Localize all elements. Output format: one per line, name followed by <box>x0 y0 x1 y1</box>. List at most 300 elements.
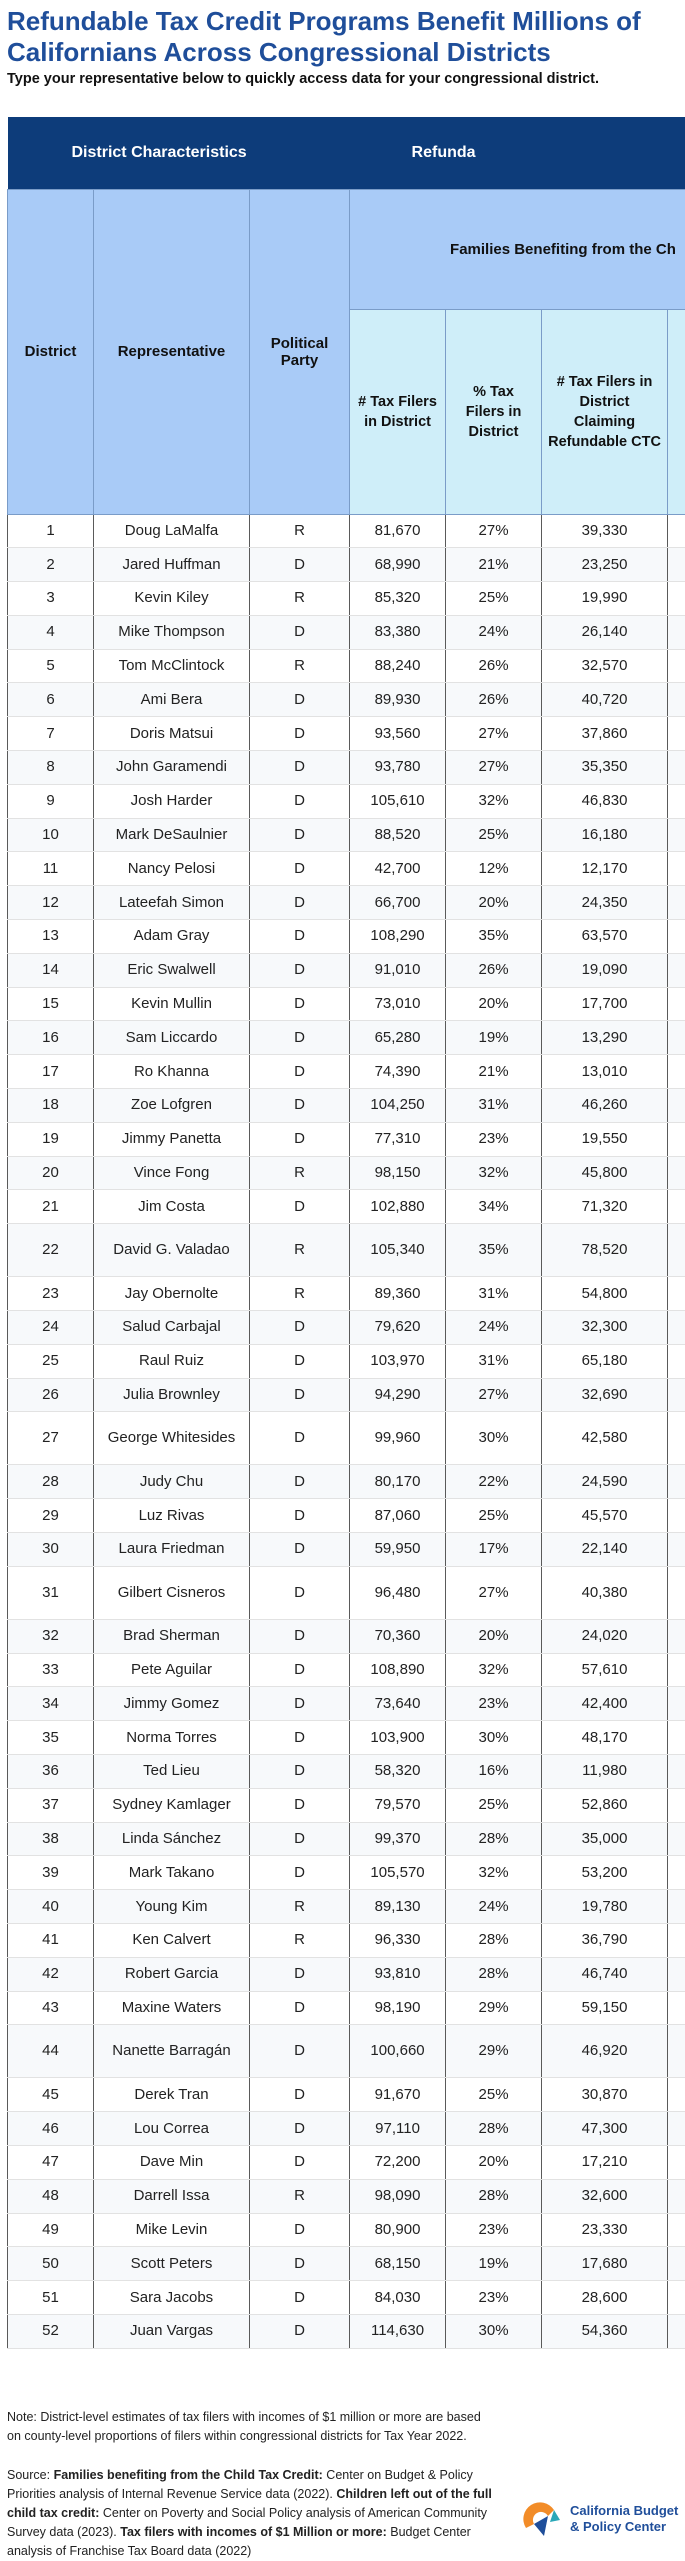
table-row <box>8 1890 685 1924</box>
cell-refundable-ctc: 53,200 <box>542 1856 668 1890</box>
cell-representative: Ken Calvert <box>94 1923 250 1957</box>
cell-cutoff <box>668 1755 685 1789</box>
cell-party: D <box>250 1721 350 1755</box>
cell-cutoff <box>668 1122 685 1156</box>
cell-tax-filers: 70,360 <box>350 1619 446 1653</box>
cell-refundable-ctc: 65,180 <box>542 1344 668 1378</box>
cell-district: 21 <box>8 1190 94 1224</box>
cell-refundable-ctc: 32,300 <box>542 1311 668 1345</box>
cell-party: D <box>250 1122 350 1156</box>
cell-representative: Josh Harder <box>94 784 250 818</box>
cell-tax-filers: 103,900 <box>350 1721 446 1755</box>
cell-tax-filers: 87,060 <box>350 1499 446 1533</box>
table-row <box>8 2145 685 2179</box>
cell-party: D <box>250 1378 350 1412</box>
cell-party: R <box>250 582 350 616</box>
cell-pct-tax-filers: 29% <box>446 2025 542 2078</box>
cell-refundable-ctc: 42,580 <box>542 1412 668 1465</box>
cell-cutoff <box>668 784 685 818</box>
district-table-container[interactable] <box>7 117 685 2380</box>
cell-party: D <box>250 717 350 751</box>
cell-tax-filers: 68,990 <box>350 548 446 582</box>
cell-tax-filers: 91,010 <box>350 953 446 987</box>
cell-tax-filers: 83,380 <box>350 615 446 649</box>
cell-representative: Tom McClintock <box>94 649 250 683</box>
table-row <box>8 2247 685 2281</box>
cell-tax-filers: 74,390 <box>350 1055 446 1089</box>
table-row <box>8 1687 685 1721</box>
cell-party: D <box>250 2213 350 2247</box>
cell-pct-tax-filers: 24% <box>446 615 542 649</box>
table-row <box>8 2112 685 2146</box>
page-title: Refundable Tax Credit Programs Benefit Millions of Californians Across Congressional Districts <box>7 6 677 68</box>
cell-cutoff <box>668 1533 685 1567</box>
cell-tax-filers: 88,240 <box>350 649 446 683</box>
cell-district: 33 <box>8 1653 94 1687</box>
cell-party: D <box>250 2247 350 2281</box>
cell-representative: Sydney Kamlager <box>94 1788 250 1822</box>
table-row <box>8 1089 685 1123</box>
table-row <box>8 1465 685 1499</box>
cell-pct-tax-filers: 16% <box>446 1755 542 1789</box>
cell-pct-tax-filers: 32% <box>446 1156 542 1190</box>
cell-cutoff <box>668 953 685 987</box>
cell-pct-tax-filers: 31% <box>446 1089 542 1123</box>
table-row <box>8 1224 685 1277</box>
cell-cutoff <box>668 1788 685 1822</box>
cell-party: D <box>250 2145 350 2179</box>
header-families-benefiting: Families Benefiting from the Ch <box>350 189 685 309</box>
table-row <box>8 649 685 683</box>
table-row <box>8 987 685 1021</box>
cell-district: 5 <box>8 649 94 683</box>
cell-cutoff <box>668 615 685 649</box>
cell-representative: Laura Friedman <box>94 1533 250 1567</box>
cell-cutoff <box>668 1156 685 1190</box>
cell-refundable-ctc: 35,000 <box>542 1822 668 1856</box>
table-row <box>8 1378 685 1412</box>
cell-tax-filers: 98,190 <box>350 1991 446 2025</box>
cell-refundable-ctc: 39,330 <box>542 514 668 548</box>
table-row <box>8 1311 685 1345</box>
cell-tax-filers: 89,930 <box>350 683 446 717</box>
table-row <box>8 1122 685 1156</box>
cell-party: D <box>250 1533 350 1567</box>
cell-cutoff <box>668 2025 685 2078</box>
cell-representative: Gilbert Cisneros <box>94 1566 250 1619</box>
cell-refundable-ctc: 26,140 <box>542 615 668 649</box>
cell-representative: Doris Matsui <box>94 717 250 751</box>
cell-pct-tax-filers: 20% <box>446 987 542 1021</box>
cell-cutoff <box>668 1021 685 1055</box>
source-ctc-text: Center on Budget & Policy Priorities analysis of Internal Revenue Service data (2022). <box>7 2468 473 2501</box>
cell-pct-tax-filers: 19% <box>446 2247 542 2281</box>
cell-representative: Eric Swalwell <box>94 953 250 987</box>
cell-district: 24 <box>8 1311 94 1345</box>
cell-pct-tax-filers: 30% <box>446 2314 542 2348</box>
cell-pct-tax-filers: 32% <box>446 1856 542 1890</box>
cell-cutoff <box>668 1378 685 1412</box>
cell-district: 28 <box>8 1465 94 1499</box>
table-row <box>8 1344 685 1378</box>
cell-representative: Jimmy Gomez <box>94 1687 250 1721</box>
cell-refundable-ctc: 32,600 <box>542 2179 668 2213</box>
cell-party: D <box>250 683 350 717</box>
cell-refundable-ctc: 47,300 <box>542 2112 668 2146</box>
cell-pct-tax-filers: 35% <box>446 920 542 954</box>
cell-refundable-ctc: 54,800 <box>542 1277 668 1311</box>
cell-refundable-ctc: 78,520 <box>542 1224 668 1277</box>
cell-district: 44 <box>8 2025 94 2078</box>
cell-pct-tax-filers: 27% <box>446 514 542 548</box>
cell-party: D <box>250 1021 350 1055</box>
cell-district: 39 <box>8 1856 94 1890</box>
cell-district: 30 <box>8 1533 94 1567</box>
subheader-tax-filers: # Tax Filers in District <box>350 309 446 514</box>
cell-pct-tax-filers: 25% <box>446 2078 542 2112</box>
cell-cutoff <box>668 2112 685 2146</box>
cell-refundable-ctc: 19,990 <box>542 582 668 616</box>
cell-district: 23 <box>8 1277 94 1311</box>
table-row <box>8 717 685 751</box>
cell-pct-tax-filers: 32% <box>446 1653 542 1687</box>
cell-cutoff <box>668 751 685 785</box>
cell-district: 38 <box>8 1822 94 1856</box>
cell-party: R <box>250 1277 350 1311</box>
cell-district: 3 <box>8 582 94 616</box>
cell-cutoff <box>668 1224 685 1277</box>
cell-cutoff <box>668 1311 685 1345</box>
cell-cutoff <box>668 1822 685 1856</box>
subheader-refundable-ctc: # Tax Filers in District Claiming Refundable CTC <box>542 309 668 514</box>
cell-cutoff <box>668 1190 685 1224</box>
cell-representative: Jared Huffman <box>94 548 250 582</box>
table-row <box>8 1822 685 1856</box>
cell-representative: George Whitesides <box>94 1412 250 1465</box>
cell-pct-tax-filers: 25% <box>446 1499 542 1533</box>
cell-party: D <box>250 1687 350 1721</box>
cell-pct-tax-filers: 20% <box>446 2145 542 2179</box>
cell-district: 47 <box>8 2145 94 2179</box>
cell-district: 50 <box>8 2247 94 2281</box>
cell-representative: Mike Thompson <box>94 615 250 649</box>
cell-tax-filers: 97,110 <box>350 2112 446 2146</box>
cell-representative: Juan Vargas <box>94 2314 250 2348</box>
cell-representative: John Garamendi <box>94 751 250 785</box>
band-district-characteristics: District Characteristics <box>8 117 350 189</box>
cell-tax-filers: 85,320 <box>350 582 446 616</box>
cell-pct-tax-filers: 19% <box>446 1021 542 1055</box>
cell-district: 36 <box>8 1755 94 1789</box>
cell-district: 43 <box>8 1991 94 2025</box>
cell-party: D <box>250 818 350 852</box>
cell-representative: Mark Takano <box>94 1856 250 1890</box>
table-row <box>8 1788 685 1822</box>
table-row <box>8 2078 685 2112</box>
cell-representative: Young Kim <box>94 1890 250 1924</box>
source-citation <box>7 2466 507 2561</box>
cell-district: 34 <box>8 1687 94 1721</box>
cell-refundable-ctc: 36,790 <box>542 1923 668 1957</box>
cell-representative: Norma Torres <box>94 1721 250 1755</box>
cell-pct-tax-filers: 28% <box>446 1822 542 1856</box>
cell-tax-filers: 77,310 <box>350 1122 446 1156</box>
cell-representative: Julia Brownley <box>94 1378 250 1412</box>
cell-party: D <box>250 953 350 987</box>
cell-tax-filers: 79,620 <box>350 1311 446 1345</box>
cell-party: D <box>250 852 350 886</box>
cell-party: D <box>250 1089 350 1123</box>
cell-district: 2 <box>8 548 94 582</box>
table-row <box>8 1499 685 1533</box>
cell-pct-tax-filers: 26% <box>446 953 542 987</box>
cell-district: 49 <box>8 2213 94 2247</box>
cell-party: D <box>250 920 350 954</box>
cell-district: 45 <box>8 2078 94 2112</box>
cell-refundable-ctc: 12,170 <box>542 852 668 886</box>
cell-refundable-ctc: 48,170 <box>542 1721 668 1755</box>
cell-district: 1 <box>8 514 94 548</box>
cell-refundable-ctc: 45,570 <box>542 1499 668 1533</box>
cell-cutoff <box>668 1687 685 1721</box>
cell-representative: Scott Peters <box>94 2247 250 2281</box>
cell-party: D <box>250 615 350 649</box>
cell-representative: Robert Garcia <box>94 1957 250 1991</box>
cell-cutoff <box>668 1856 685 1890</box>
budget-center-logo-icon <box>520 2498 562 2540</box>
cell-district: 40 <box>8 1890 94 1924</box>
cell-refundable-ctc: 46,740 <box>542 1957 668 1991</box>
cell-pct-tax-filers: 21% <box>446 1055 542 1089</box>
cell-party: D <box>250 2078 350 2112</box>
cell-tax-filers: 99,370 <box>350 1822 446 1856</box>
cell-cutoff <box>668 920 685 954</box>
cell-pct-tax-filers: 25% <box>446 1788 542 1822</box>
table-row <box>8 1991 685 2025</box>
table-row <box>8 683 685 717</box>
cell-representative: Maxine Waters <box>94 1991 250 2025</box>
table-row <box>8 582 685 616</box>
cell-refundable-ctc: 63,570 <box>542 920 668 954</box>
subheader-pct-tax-filers: % Tax Filers in District <box>446 309 542 514</box>
cell-cutoff <box>668 2078 685 2112</box>
cell-party: D <box>250 1311 350 1345</box>
cell-party: D <box>250 751 350 785</box>
cell-tax-filers: 93,780 <box>350 751 446 785</box>
cell-district: 41 <box>8 1923 94 1957</box>
cell-tax-filers: 105,570 <box>350 1856 446 1890</box>
cell-cutoff <box>668 717 685 751</box>
cell-representative: Dave Min <box>94 2145 250 2179</box>
cell-representative: Derek Tran <box>94 2078 250 2112</box>
header-party: Political Party <box>250 189 350 514</box>
cell-refundable-ctc: 59,150 <box>542 1991 668 2025</box>
header-district: District <box>8 189 94 514</box>
cell-tax-filers: 58,320 <box>350 1755 446 1789</box>
cell-tax-filers: 84,030 <box>350 2281 446 2315</box>
cell-refundable-ctc: 24,020 <box>542 1619 668 1653</box>
cell-pct-tax-filers: 23% <box>446 1687 542 1721</box>
cell-party: D <box>250 1991 350 2025</box>
cell-representative: Jim Costa <box>94 1190 250 1224</box>
table-row <box>8 953 685 987</box>
logo-line-1: California Budget <box>570 2503 678 2519</box>
cell-tax-filers: 108,890 <box>350 1653 446 1687</box>
cell-party: D <box>250 886 350 920</box>
table-row <box>8 1277 685 1311</box>
budget-center-logo <box>520 2497 680 2541</box>
cell-representative: Zoe Lofgren <box>94 1089 250 1123</box>
cell-pct-tax-filers: 27% <box>446 1378 542 1412</box>
cell-pct-tax-filers: 29% <box>446 1991 542 2025</box>
cell-refundable-ctc: 24,590 <box>542 1465 668 1499</box>
cell-party: D <box>250 1957 350 1991</box>
cell-representative: Judy Chu <box>94 1465 250 1499</box>
cell-tax-filers: 65,280 <box>350 1021 446 1055</box>
cell-party: D <box>250 1344 350 1378</box>
cell-tax-filers: 93,560 <box>350 717 446 751</box>
cell-tax-filers: 88,520 <box>350 818 446 852</box>
source-lead: Source: <box>7 2468 54 2482</box>
cell-district: 25 <box>8 1344 94 1378</box>
cell-party: D <box>250 1412 350 1465</box>
table-row <box>8 886 685 920</box>
source-children-label: Children left out of the full child tax credit: <box>7 2487 492 2520</box>
cell-refundable-ctc: 52,860 <box>542 1788 668 1822</box>
cell-representative: Ami Bera <box>94 683 250 717</box>
cell-pct-tax-filers: 28% <box>446 1923 542 1957</box>
cell-district: 32 <box>8 1619 94 1653</box>
cell-refundable-ctc: 57,610 <box>542 1653 668 1687</box>
table-row <box>8 2025 685 2078</box>
cell-cutoff <box>668 886 685 920</box>
cell-representative: Pete Aguilar <box>94 1653 250 1687</box>
cell-tax-filers: 108,290 <box>350 920 446 954</box>
cell-pct-tax-filers: 25% <box>446 582 542 616</box>
cell-district: 22 <box>8 1224 94 1277</box>
cell-representative: Kevin Kiley <box>94 582 250 616</box>
cell-tax-filers: 102,880 <box>350 1190 446 1224</box>
cell-party: D <box>250 2281 350 2315</box>
cell-refundable-ctc: 16,180 <box>542 818 668 852</box>
table-row <box>8 514 685 548</box>
cell-tax-filers: 89,130 <box>350 1890 446 1924</box>
table-row <box>8 1923 685 1957</box>
cell-tax-filers: 73,010 <box>350 987 446 1021</box>
cell-refundable-ctc: 23,330 <box>542 2213 668 2247</box>
cell-representative: Doug LaMalfa <box>94 514 250 548</box>
cell-district: 42 <box>8 1957 94 1991</box>
table-row <box>8 1055 685 1089</box>
cell-cutoff <box>668 2145 685 2179</box>
cell-pct-tax-filers: 12% <box>446 852 542 886</box>
cell-party: D <box>250 1499 350 1533</box>
header-representative: Representative <box>94 189 250 514</box>
cell-district: 18 <box>8 1089 94 1123</box>
cell-district: 26 <box>8 1378 94 1412</box>
cell-cutoff <box>668 987 685 1021</box>
cell-cutoff <box>668 683 685 717</box>
logo-text <box>570 2503 678 2535</box>
table-row <box>8 818 685 852</box>
cell-cutoff <box>668 2281 685 2315</box>
cell-representative: Mike Levin <box>94 2213 250 2247</box>
cell-district: 46 <box>8 2112 94 2146</box>
cell-district: 31 <box>8 1566 94 1619</box>
cell-refundable-ctc: 22,140 <box>542 1533 668 1567</box>
cell-tax-filers: 91,670 <box>350 2078 446 2112</box>
cell-pct-tax-filers: 21% <box>446 548 542 582</box>
cell-refundable-ctc: 17,700 <box>542 987 668 1021</box>
cell-party: R <box>250 1923 350 1957</box>
cell-cutoff <box>668 2213 685 2247</box>
cell-pct-tax-filers: 28% <box>446 2179 542 2213</box>
cell-pct-tax-filers: 30% <box>446 1721 542 1755</box>
cell-pct-tax-filers: 20% <box>446 1619 542 1653</box>
cell-refundable-ctc: 28,600 <box>542 2281 668 2315</box>
cell-tax-filers: 96,480 <box>350 1566 446 1619</box>
cell-tax-filers: 105,610 <box>350 784 446 818</box>
cell-refundable-ctc: 23,250 <box>542 548 668 582</box>
cell-tax-filers: 72,200 <box>350 2145 446 2179</box>
cell-refundable-ctc: 45,800 <box>542 1156 668 1190</box>
cell-tax-filers: 80,170 <box>350 1465 446 1499</box>
cell-tax-filers: 79,570 <box>350 1788 446 1822</box>
cell-cutoff <box>668 1991 685 2025</box>
cell-tax-filers: 103,970 <box>350 1344 446 1378</box>
table-row <box>8 1021 685 1055</box>
cell-representative: Kevin Mullin <box>94 987 250 1021</box>
cell-party: R <box>250 1224 350 1277</box>
cell-representative: Ted Lieu <box>94 1755 250 1789</box>
table-row <box>8 1721 685 1755</box>
cell-tax-filers: 81,670 <box>350 514 446 548</box>
cell-pct-tax-filers: 20% <box>446 886 542 920</box>
cell-party: D <box>250 1566 350 1619</box>
table-row <box>8 1619 685 1653</box>
cell-district: 15 <box>8 987 94 1021</box>
cell-cutoff <box>668 2179 685 2213</box>
cell-district: 8 <box>8 751 94 785</box>
cell-cutoff <box>668 1957 685 1991</box>
cell-tax-filers: 89,360 <box>350 1277 446 1311</box>
cell-representative: Salud Carbajal <box>94 1311 250 1345</box>
cell-pct-tax-filers: 28% <box>446 2112 542 2146</box>
cell-pct-tax-filers: 23% <box>446 1122 542 1156</box>
cell-tax-filers: 99,960 <box>350 1412 446 1465</box>
cell-district: 13 <box>8 920 94 954</box>
cell-district: 4 <box>8 615 94 649</box>
cell-pct-tax-filers: 26% <box>446 649 542 683</box>
cell-representative: Lateefah Simon <box>94 886 250 920</box>
cell-cutoff <box>668 1499 685 1533</box>
cell-representative: Lou Correa <box>94 2112 250 2146</box>
cell-refundable-ctc: 54,360 <box>542 2314 668 2348</box>
cell-refundable-ctc: 19,090 <box>542 953 668 987</box>
cell-cutoff <box>668 514 685 548</box>
cell-refundable-ctc: 42,400 <box>542 1687 668 1721</box>
table-body <box>8 514 685 2348</box>
cell-district: 10 <box>8 818 94 852</box>
cell-refundable-ctc: 32,570 <box>542 649 668 683</box>
table-row <box>8 1957 685 1991</box>
cell-refundable-ctc: 17,210 <box>542 2145 668 2179</box>
cell-tax-filers: 94,290 <box>350 1378 446 1412</box>
cell-party: D <box>250 1465 350 1499</box>
cell-cutoff <box>668 1089 685 1123</box>
cell-representative: Nancy Pelosi <box>94 852 250 886</box>
cell-refundable-ctc: 40,380 <box>542 1566 668 1619</box>
